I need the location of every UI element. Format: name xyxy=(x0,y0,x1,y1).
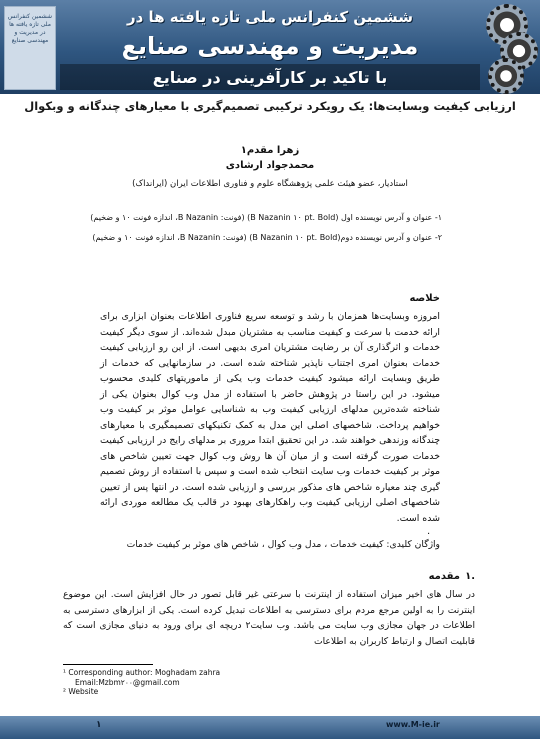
intro-body: در سال های اخیر میزان استفاده از اینترنت با سرعتی غیر قابل تصور در حال افزایش است. این موضوع اینترنت را به اولین مرجع مردم برای دسترسی به اطلاعات تبدیل کرده است. یکی از ابزارهای دسترسی به اطلاعات در جهان مجازی وب سایت می باشد. وب سایت۲ دریچه ای برای ورود به دنیای مجازی است که قابلیت اتصال و ارتباط کاربران به اطلاعات xyxy=(63,589,475,647)
footnote-rule xyxy=(63,664,153,665)
conference-banner xyxy=(0,0,540,94)
author-affiliation: استادیار، عضو هیئت علمی پژوهشگاه علوم و فناوری اطلاعات ایران (ایرانداک) xyxy=(132,179,408,189)
author-note-2: ۲- عنوان و آدرس نویسنده دوم(B Nazanin ۱۰ pt. Bold) (فونت: B Nazanin، اندازه فونت ۱۰ و ضخیم) xyxy=(92,233,442,242)
section-number: ۱. xyxy=(465,571,475,582)
author-1: زهرا مقدم۱ xyxy=(240,145,300,156)
banner-line-2: مدیریت و مهندسی صنایع xyxy=(121,32,419,60)
gears-icon xyxy=(482,2,538,92)
banner-line-1: ششمین کنفرانس ملی تازه یافته ها در xyxy=(127,8,413,26)
gear-icon xyxy=(488,58,524,94)
abstract-body: امروزه وبسایت‌ها همزمان با رشد و توسعه سریع فناوری اطلاعات بعنوان ابزاری برای ارائه خدمت با سرعت و کیفیت مناسب به مشتریان مبدل شده‌اند. از سوی دیگر کیفیت خدمات و اثرگذاری آن بر رضایت مشتریان امری بدیهی است. از این رو ارزیابی کیفیت خدمات بعنوان امری اجتناب ناپذیر شناخته شده است. در سازمانهایی که خدمات از طریق وبسایت ارائه میشود کیفیت خدمات وب یکی از ماموریتهای کلیدی محسوب میشود. در این راستا در پژوهش حاضر با استفاده از مدل وب کوال بعنوان یکی از شناخته شده‌ترین مدلهای ارزیابی کیفیت وب به شناسایی عوامل موثر بر کیفیت وب خواهیم پرداخت. شاخصهای اصلی این مدل به کمک تکنیکهای تصمیمگیری با معیارهای چندگانه وزندهی خواهند شد. در این تحقیق ابتدا مروری بر مدلهای رایج در ارزیابی کیفیت خدمات صورت گرفته است و از میان آن ها روش وب کوال جهت تعیین شاخص های موثر بر کیفیت خدمات وب سایت انتخاب شده است و سپس با استفاده از روش تصمیم گیری چند معیاره شاخص های مذکور بررسی و ارزیابی شده است. در انتها پس از تعیین شاخصهای اصلی ارزیابی کیفیت وب راهکارهای بهبود در قالب یک مطالعه موردی ارائه شده است. xyxy=(100,311,440,524)
conference-logo xyxy=(4,6,56,90)
keywords: واژگان کلیدی: کیفیت خدمات ، مدل وب کوال ، شاخص های موثر بر کیفیت خدمات xyxy=(126,539,440,550)
dot-mark: . xyxy=(427,526,431,537)
author-note-1: ۱- عنوان و آدرس نویسنده اول (B Nazanin ۱۰ pt. Bold) (فونت: B Nazanin، اندازه فونت ۱۰ و ضخیم) xyxy=(90,213,442,222)
logo-text: ششمین کنفرانس ملی تازه یافته ها در مدیریت و مهندسی صنایع xyxy=(7,13,53,44)
footer-url[interactable]: www.M-ie.ir xyxy=(386,720,440,729)
section-heading: مقدمه xyxy=(428,571,460,582)
author-2: محمدجواد ارشادی xyxy=(225,160,315,171)
footnote-2: ² Website xyxy=(63,687,99,696)
page-number: ۱ xyxy=(96,720,102,730)
paper-title: ارزیابی کیفیت وبسایت‌ها: یک رویکرد ترکیبی تصمیم‌گیری با معیارهای چندگانه و وبکوال xyxy=(24,99,516,113)
banner-line-3: با تاکید بر کارآفرینی در صنایع xyxy=(60,64,480,90)
footnotes xyxy=(63,668,220,697)
footnote-1: ¹ Corresponding author: Moghadam zahra xyxy=(63,668,221,677)
footer-bar xyxy=(0,716,540,739)
abstract-heading: خلاصه xyxy=(409,293,440,304)
footnote-1-email: Email:Mzbm۲۰۰@gmail.com xyxy=(75,677,180,687)
